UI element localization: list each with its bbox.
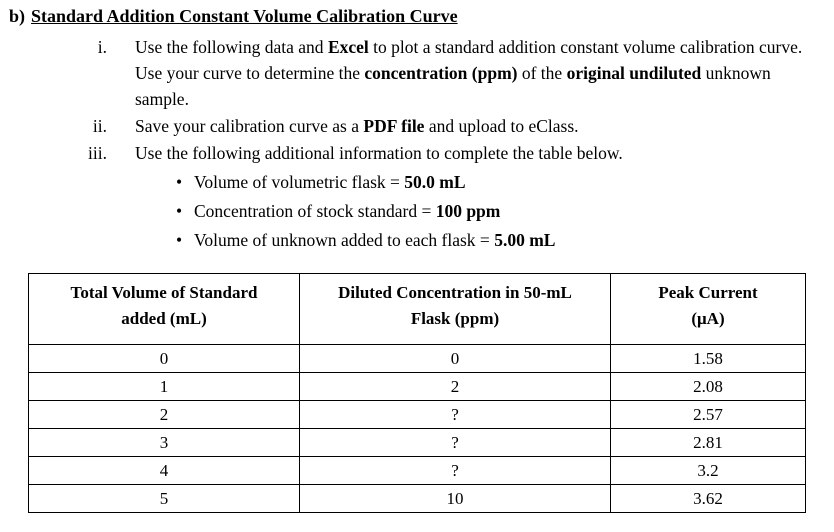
bullet-icon: • [176,201,183,221]
item-text: Use the following data and Excel to plot a standard addition constant volume calibration curve. Use your curve to determine the concentration (ppm) of the original undiluted unknown sample. [135,37,803,109]
cell-volume: 1 [29,373,300,401]
cell-concentration: 0 [300,345,611,373]
item-text: Use the following additional information to complete the table below. [135,143,623,163]
cell-volume: 3 [29,429,300,457]
table-row [29,373,806,401]
calibration-data-table [28,273,806,513]
cell-current: 1.58 [611,345,806,373]
cell-current: 2.08 [611,373,806,401]
column-header-current: Peak Current (μA) [611,274,806,345]
table-row [29,429,806,457]
bullet-unknown-volume: • Volume of unknown added to each flask = 5.00 mL [176,226,555,255]
cell-volume: 2 [29,401,300,429]
bullet-stock-concentration: • Concentration of stock standard = 100 ppm [176,197,555,226]
item-number: ii. [92,116,107,136]
cell-volume: 4 [29,457,300,485]
section-heading [9,6,458,27]
cell-current: 2.57 [611,401,806,429]
table-header-row [29,274,806,345]
column-header-concentration: Diluted Concentration in 50-mL Flask (ppm) [300,274,611,345]
cell-current: 2.81 [611,429,806,457]
item-text: Save your calibration curve as a PDF file and upload to eClass. [135,116,579,136]
cell-volume: 5 [29,485,300,513]
cell-concentration: ? [300,401,611,429]
cell-concentration: 2 [300,373,611,401]
cell-concentration: ? [300,429,611,457]
table-row [29,457,806,485]
cell-concentration: ? [300,457,611,485]
cell-current: 3.62 [611,485,806,513]
cell-volume: 0 [29,345,300,373]
table-row [29,485,806,513]
section-label: b) [9,6,26,26]
cell-current: 3.2 [611,457,806,485]
table-row [29,345,806,373]
item-number: i. [97,37,107,57]
section-title: Standard Addition Constant Volume Calibration Curve [31,6,458,26]
bullet-flask-volume: • Volume of volumetric flask = 50.0 mL [176,168,555,197]
table-row [29,401,806,429]
bullet-icon: • [176,172,183,192]
item-number: iii. [88,143,107,163]
bullet-icon: • [176,230,183,250]
info-bullet-list [176,168,555,255]
column-header-volume: Total Volume of Standard added (mL) [29,274,300,345]
cell-concentration: 10 [300,485,611,513]
